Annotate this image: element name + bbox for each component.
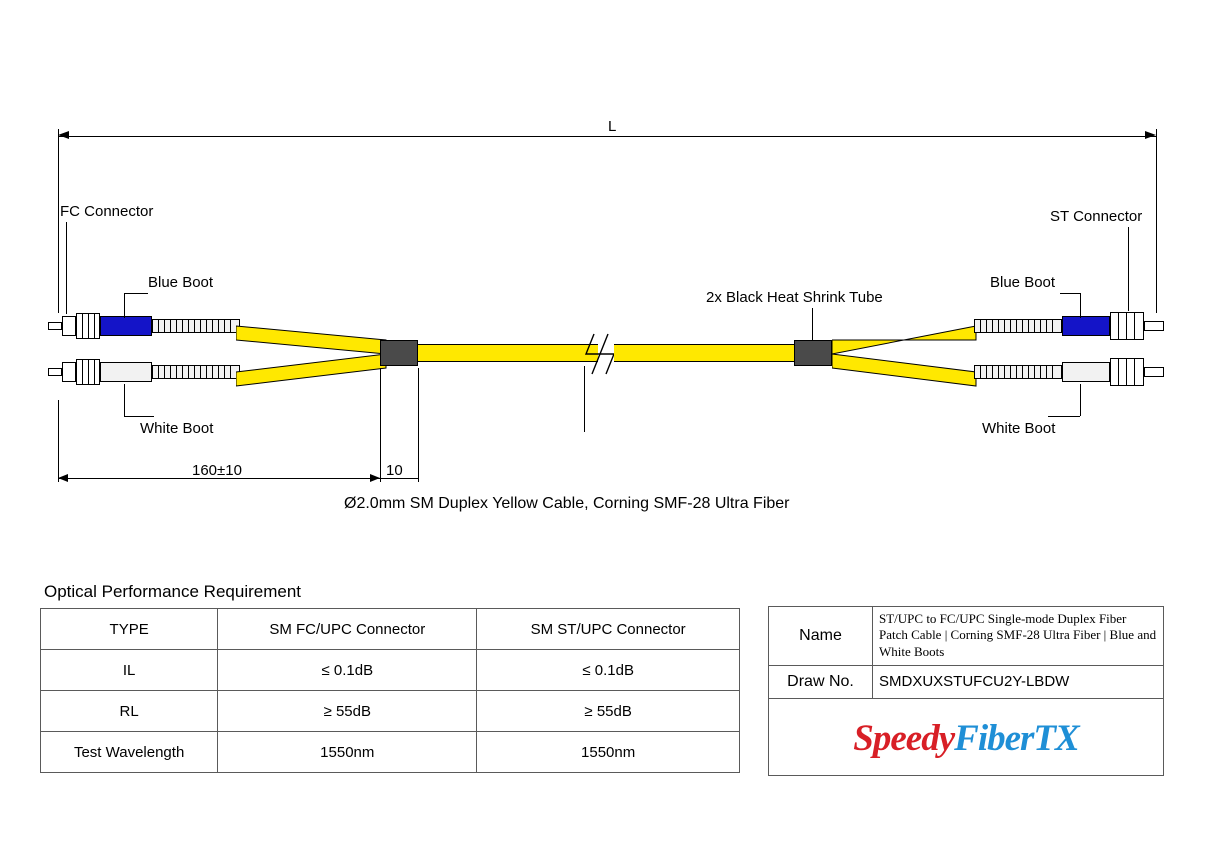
rib: [980, 365, 981, 379]
rib: [1004, 319, 1005, 333]
dim-arrow-160-left: [58, 474, 68, 482]
rib: [986, 319, 987, 333]
fc-nut-line-3b: [94, 359, 95, 385]
st-barrel-line-2: [1126, 312, 1127, 340]
table-header-row: [41, 609, 740, 650]
callout-blue-boot-right: Blue Boot: [990, 274, 1056, 291]
callout-st-connector: ST Connector: [1050, 208, 1143, 225]
callout-fc-connector: FC Connector: [60, 203, 154, 220]
rib: [182, 319, 183, 333]
rib: [1052, 319, 1053, 333]
rib: [218, 365, 219, 379]
cell-rl-type: RL: [41, 691, 218, 732]
rib: [188, 365, 189, 379]
rib: [1034, 319, 1035, 333]
cell-wl-fc: 1550nm: [218, 732, 477, 773]
blue-boot-left: [100, 316, 152, 336]
logo-cell: [769, 699, 1163, 777]
trunk-cable-right: [614, 344, 794, 362]
cell-rl-st: ≥ 55dB: [477, 691, 740, 732]
rib: [200, 319, 201, 333]
arrow-right: [1145, 131, 1156, 139]
leader-blue-boot-left: [124, 293, 125, 318]
fc-ferrule-upper: [48, 322, 62, 330]
rib: [170, 365, 171, 379]
rib: [170, 319, 171, 333]
fc-nut-line-1b: [82, 359, 83, 385]
title-block-drawno-row: [769, 666, 1163, 699]
rib: [200, 365, 201, 379]
logo-part-speedy: Speedy: [853, 717, 955, 759]
leader-heat-shrink: [812, 308, 813, 341]
extension-line-left: [58, 143, 59, 313]
leader-blue-boot-right-h: [1060, 293, 1080, 294]
rib: [224, 319, 225, 333]
fc-nut-line-2b: [88, 359, 89, 385]
dim-label-10: 10: [386, 462, 403, 479]
st-barrel-upper: [1110, 312, 1144, 340]
rib: [1052, 365, 1053, 379]
performance-table: [40, 608, 740, 773]
heat-shrink-right: [794, 340, 832, 366]
title-block-name-row: [769, 607, 1163, 666]
cable-legs-left: [236, 300, 396, 410]
st-ferrule-lower: [1144, 367, 1164, 377]
dimension-tick-right: [1156, 129, 1157, 143]
overall-dimension-line: [58, 136, 1156, 137]
fc-nut-line-3: [94, 313, 95, 339]
cable-legs-right: [832, 300, 982, 410]
header-fc: SM FC/UPC Connector: [218, 609, 477, 650]
rib: [1022, 365, 1023, 379]
leader-cable-spec: [584, 366, 585, 432]
rib: [1028, 319, 1029, 333]
table-row: [41, 732, 740, 773]
rib: [158, 319, 159, 333]
leader-blue-boot-left-h: [124, 293, 148, 294]
arrow-left: [58, 131, 69, 139]
rib: [176, 365, 177, 379]
callout-blue-boot-left: Blue Boot: [148, 274, 214, 291]
callout-white-boot-left: White Boot: [140, 420, 214, 437]
header-type: TYPE: [41, 609, 218, 650]
fc-ferrule-lower: [48, 368, 62, 376]
performance-title: Optical Performance Requirement: [44, 582, 302, 601]
white-boot-right: [1062, 362, 1110, 382]
leader-st-connector: [1128, 227, 1129, 311]
white-boot-left: [100, 362, 152, 382]
rib: [158, 365, 159, 379]
st-ferrule-upper: [1144, 321, 1164, 331]
rib: [1010, 319, 1011, 333]
st-barrel-line-3b: [1134, 358, 1135, 386]
strain-relief-upper-left: [152, 319, 240, 333]
rib: [212, 365, 213, 379]
rib: [1046, 319, 1047, 333]
table-row: [41, 650, 740, 691]
cell-wl-type: Test Wavelength: [41, 732, 218, 773]
title-block: [768, 606, 1164, 776]
rib: [1028, 365, 1029, 379]
st-barrel-line-1: [1118, 312, 1119, 340]
strain-relief-upper-right: [974, 319, 1062, 333]
logo-part-fibertx: FiberTX: [954, 717, 1079, 759]
rib: [230, 319, 231, 333]
dim-label-160: 160±10: [192, 462, 242, 479]
rib: [1010, 365, 1011, 379]
fc-body-upper: [62, 316, 76, 336]
rib: [176, 319, 177, 333]
st-barrel-line-3: [1134, 312, 1135, 340]
cell-il-fc: ≤ 0.1dB: [218, 650, 477, 691]
rib: [1040, 365, 1041, 379]
rib: [986, 365, 987, 379]
name-label: Name: [769, 607, 873, 665]
rib: [1022, 319, 1023, 333]
rib: [1046, 365, 1047, 379]
rib: [224, 365, 225, 379]
rib: [194, 319, 195, 333]
overall-length-label: L: [608, 118, 617, 135]
callout-heat-shrink: 2x Black Heat Shrink Tube: [706, 289, 883, 306]
dim-arrow-160-right: [370, 474, 380, 482]
fc-body-lower: [62, 362, 76, 382]
rib: [992, 319, 993, 333]
rib: [218, 319, 219, 333]
dim-ext-mid2: [418, 368, 419, 482]
rib: [194, 365, 195, 379]
leader-white-boot-right: [1080, 384, 1081, 416]
leader-fc-connector: [66, 222, 67, 314]
rib: [992, 365, 993, 379]
dim-ext-left: [58, 400, 59, 482]
cell-wl-st: 1550nm: [477, 732, 740, 773]
extension-line-right: [1156, 143, 1157, 313]
rib: [206, 365, 207, 379]
heat-shrink-left: [380, 340, 418, 366]
rib: [212, 319, 213, 333]
rib: [188, 319, 189, 333]
rib: [1040, 319, 1041, 333]
rib: [998, 365, 999, 379]
st-barrel-line-2b: [1126, 358, 1127, 386]
draw-no-value: SMDXUXSTUFCU2Y-LBDW: [879, 672, 1070, 690]
rib: [980, 319, 981, 333]
rib: [206, 319, 207, 333]
st-barrel-lower: [1110, 358, 1144, 386]
rib: [230, 365, 231, 379]
header-st: SM ST/UPC Connector: [477, 609, 740, 650]
blue-boot-right: [1062, 316, 1110, 336]
brand-logo: [853, 717, 1078, 760]
draw-no-label: Draw No.: [769, 666, 873, 698]
st-barrel-line-1b: [1118, 358, 1119, 386]
callout-white-boot-right: White Boot: [982, 420, 1056, 437]
strain-relief-lower-right: [974, 365, 1062, 379]
name-value: ST/UPC to FC/UPC Single-mode Duplex Fiber Patch Cable | Corning SMF-28 Ultra Fiber | Blue and White Boots: [879, 611, 1157, 659]
cell-il-type: IL: [41, 650, 218, 691]
leader-white-boot-left: [124, 384, 125, 416]
cable-spec-label: Ø2.0mm SM Duplex Yellow Cable, Corning SMF-28 Ultra Fiber: [344, 495, 790, 512]
rib: [164, 319, 165, 333]
rib: [998, 319, 999, 333]
rib: [1016, 319, 1017, 333]
rib: [164, 365, 165, 379]
dim-ext-mid1: [380, 368, 381, 482]
leader-white-boot-right-h: [1048, 416, 1080, 417]
rib: [1016, 365, 1017, 379]
leader-white-boot-left-h: [124, 416, 154, 417]
cell-il-st: ≤ 0.1dB: [477, 650, 740, 691]
rib: [1034, 365, 1035, 379]
rib: [1004, 365, 1005, 379]
table-row: [41, 691, 740, 732]
fc-nut-line-2: [88, 313, 89, 339]
strain-relief-lower-left: [152, 365, 240, 379]
fc-nut-line-1: [82, 313, 83, 339]
leader-blue-boot-right: [1080, 293, 1081, 318]
rib: [182, 365, 183, 379]
cell-rl-fc: ≥ 55dB: [218, 691, 477, 732]
